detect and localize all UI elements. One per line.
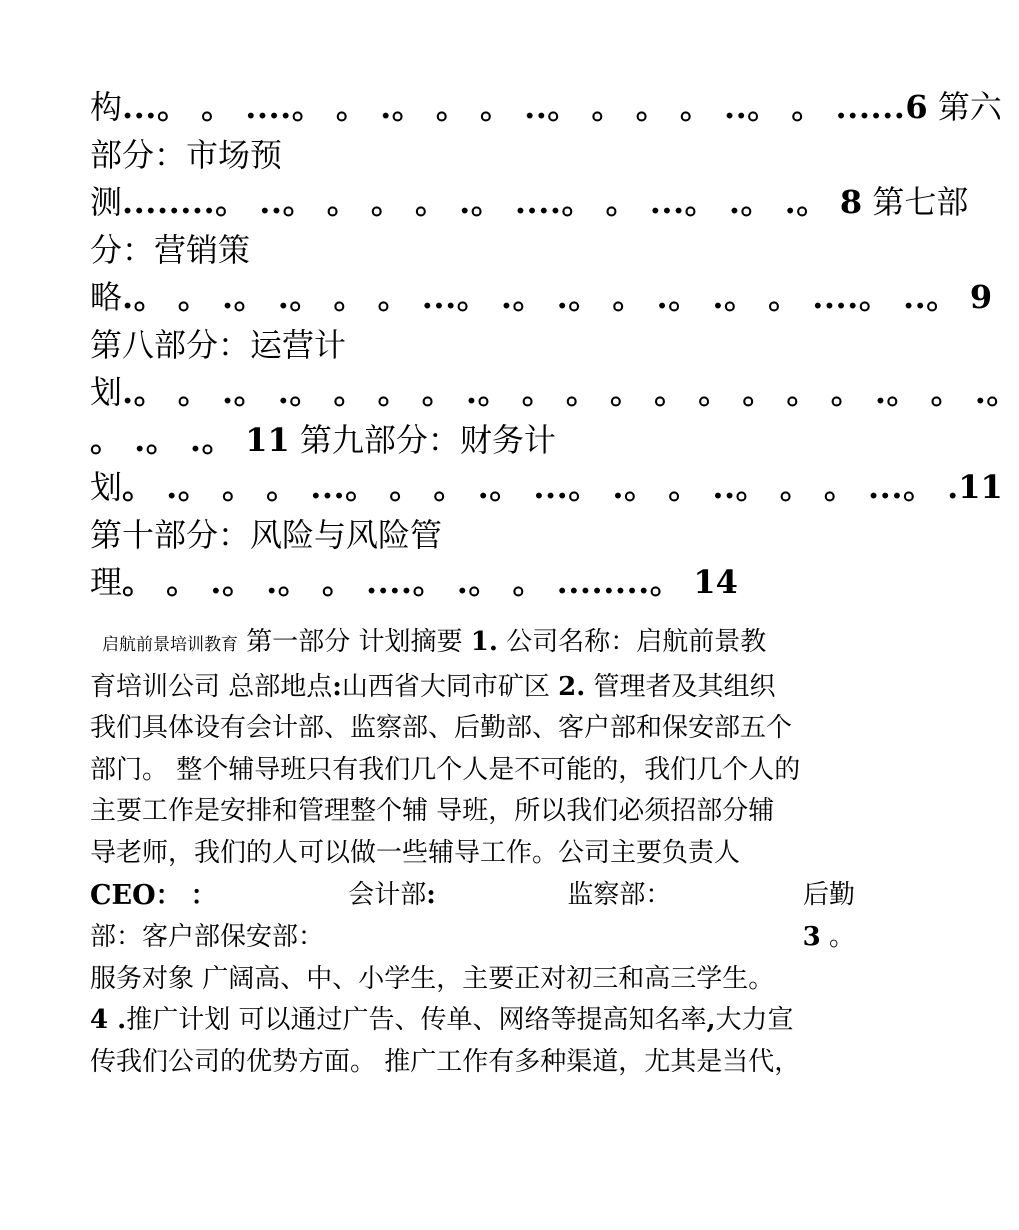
paragraph-line: 导老师，我们的人可以做一些辅导工作。公司主要负责人 (90, 837, 741, 868)
toc-line (90, 464, 1003, 512)
punctuation: 。 (820, 922, 855, 953)
punctuation: : (332, 671, 342, 702)
punctuation: , (706, 1005, 716, 1036)
toc-page-number: 9 (958, 278, 993, 316)
toc-page-number: 8 (828, 183, 863, 221)
security-role: 保安部： (220, 922, 325, 953)
toc-page-number: 11 (234, 420, 290, 459)
accounting-role (348, 875, 436, 918)
punctuation: ： ： (155, 880, 217, 911)
toc-leader-dots: ...。 。 ....。 。 .。 。 。 ..。 。 。 。 ..。 。 ...... (122, 88, 906, 126)
toc-text: 理 (90, 563, 123, 601)
table-of-contents (90, 84, 1019, 607)
paragraph-text: 推广计划 可以通过广告、传单、网络等提高知名率 (126, 1005, 707, 1036)
toc-line (90, 227, 860, 275)
paragraph-line (90, 667, 855, 709)
toc-line (90, 179, 969, 227)
paragraph-line: 部门。 整个辅导班只有我们几个人是不可能的，我们几个人的 (90, 754, 801, 785)
paragraph-line: 传我们公司的优势方面。 推广工作有多种渠道，尤其是当代， (90, 1046, 801, 1077)
toc-text: 部分：市场预 (90, 135, 283, 174)
paragraph-text: 大力宣 (715, 1005, 794, 1036)
toc-text: 划 (90, 373, 123, 411)
toc-leader-dots: 。 .。 .。 (90, 420, 235, 459)
toc-text: 第六 (927, 88, 1002, 126)
roles-line (90, 875, 855, 918)
toc-leader-dots: 。 。 .。 .。 。 ....。 .。 。 ........。 (122, 563, 683, 601)
toc-text: 第七部 (862, 183, 969, 221)
toc-text: 构 (90, 88, 123, 126)
toc-text: 划 (90, 468, 123, 506)
toc-line (90, 369, 1019, 417)
ceo-role (90, 875, 217, 918)
paragraph-text: 育培训公司 总部地点 (90, 671, 333, 702)
toc-page-number: 14 (682, 563, 738, 601)
toc-line (90, 322, 860, 370)
paragraph-text: 管理者及其组织 (585, 671, 776, 702)
supervision-role: 监察部： (567, 879, 672, 910)
toc-page-number: 6 (905, 88, 928, 126)
paragraph-text: 山西省大同市矿区 (341, 671, 559, 702)
toc-page-number: .11 (947, 468, 1003, 506)
company-header: 启航前景培训教育 (102, 635, 238, 655)
toc-leader-dots: 。 .。 。 。 ...。 。 。 .。 ...。 .。 。 ..。 。 。 ...。 (122, 468, 948, 506)
paragraph-line: 主要工作是安排和管理整个辅 导班，所以我们必须招部分辅 (90, 796, 775, 827)
toc-line (90, 132, 860, 180)
accounting-label: 会计部 (348, 879, 427, 910)
paragraph-text: 公司名称：启航前景教 (497, 627, 767, 657)
toc-text: 分：营销策 (90, 230, 251, 269)
body-text (90, 622, 855, 1084)
paragraph-line: 我们具体设有会计部、监察部、后勤部、客户部和保安部五个 (90, 713, 793, 744)
toc-leader-dots: ........。 ..。 。 。 。 .。 ....。 。 ...。 .。 .。 (122, 183, 829, 221)
toc-text: 测 (90, 183, 123, 221)
toc-text: 第九部分：财务计 (289, 420, 556, 459)
item-number: 2. (558, 671, 586, 702)
section-heading: 第一部分 计划摘要 (238, 627, 471, 657)
toc-text: 第十部分：风险与风险管 (90, 515, 443, 554)
toc-line (90, 84, 1002, 132)
toc-text: 第八部分：运营计 (90, 325, 347, 364)
toc-line (90, 417, 860, 465)
toc-leader-dots: .。 。 .。 .。 。 。 ...。 .。 .。 。 .。 .。 。 ....。 ..。 (122, 278, 959, 316)
item-number: 1. (470, 627, 498, 657)
toc-line (90, 274, 993, 322)
item-number: 4 . (90, 1005, 127, 1036)
paragraph-line (90, 1000, 855, 1042)
toc-line (90, 512, 860, 560)
logistics-role-end: 部： (90, 922, 143, 953)
logistics-role: 后勤 (802, 879, 855, 910)
toc-leader-dots: .。 。 .。 .。 。 。 。 .。 。 。 。 。 。 。 。 。 .。 。 .。 (122, 373, 1019, 411)
toc-line (90, 559, 860, 607)
toc-text: 略 (90, 278, 123, 316)
paragraph-line (90, 622, 855, 667)
item-number: 3 (802, 922, 821, 953)
punctuation: : (426, 879, 436, 910)
roles-line (90, 917, 855, 959)
client-role: 客户部 (142, 922, 221, 953)
ceo-label: CEO (90, 879, 156, 911)
paragraph-line: 服务对象 广阔高、中、小学生，主要正对初三和高三学生。 (90, 963, 775, 994)
item-number-3 (803, 917, 855, 959)
